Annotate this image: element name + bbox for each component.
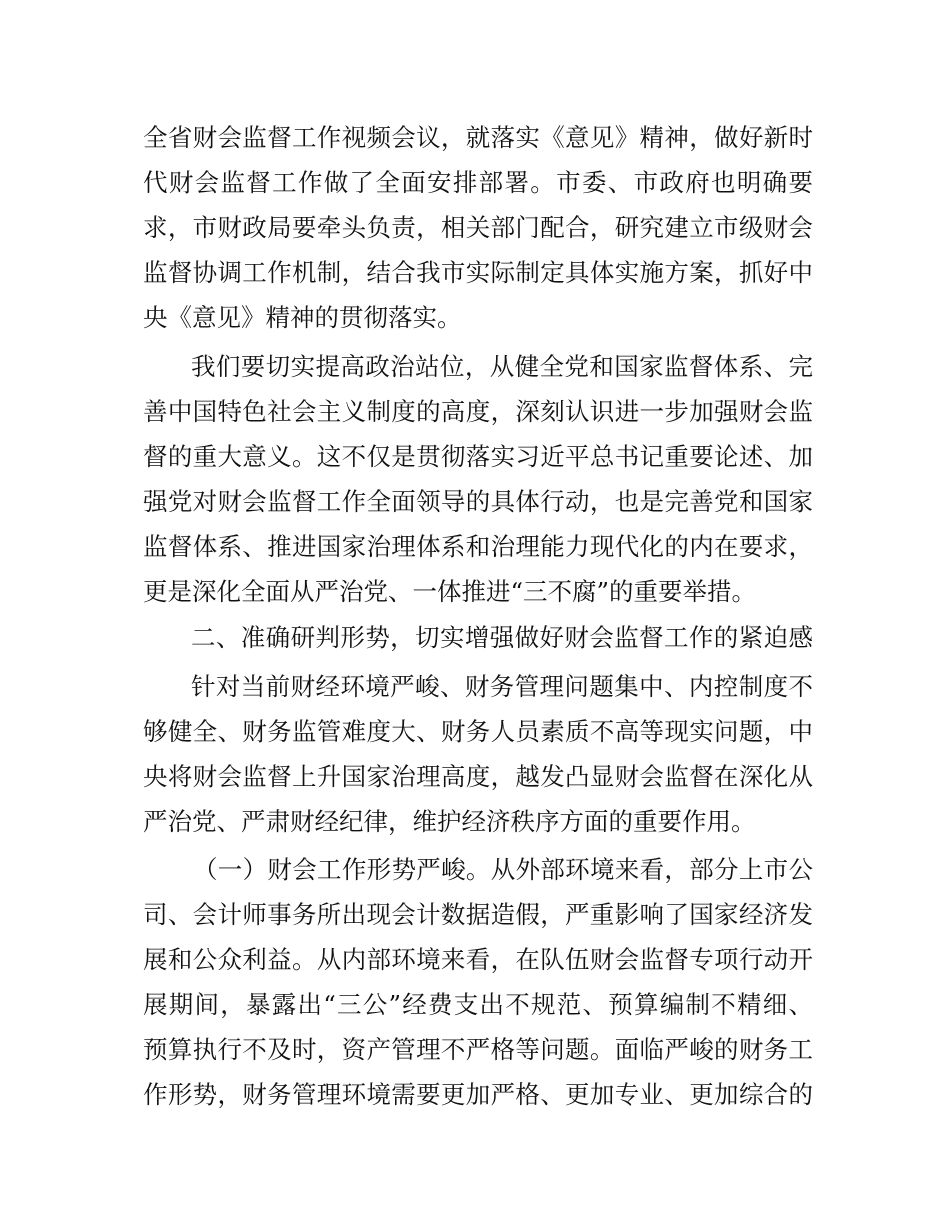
- text-line: 善中国特色社会主义制度的高度，深刻认识进一步加强财会监: [143, 397, 813, 426]
- text-line: 严治党、严肃财经纪律，维护经济秩序方面的重要作用。: [143, 807, 756, 836]
- text-line: 司、会计师事务所出现会计数据造假，严重影响了国家经济发: [143, 900, 813, 929]
- paragraph-first-line: 针对当前财经环境严峻、财务管理问题集中、内控制度不: [191, 672, 813, 701]
- text-line: 更是深化全面从严治党、一体推进“三不腐”的重要举措。: [143, 577, 757, 606]
- text-line: 督的重大意义。这不仅是贯彻落实习近平总书记重要论述、加: [143, 442, 813, 471]
- paragraph-first-line: （一）财会工作形势严峻。从外部环境来看，部分上市公: [193, 855, 813, 884]
- text-line: 展期间，暴露出“三公”经费支出不规范、预算编制不精细、: [143, 990, 813, 1019]
- text-line: 展和公众利益。从内部环境来看，在队伍财会监督专项行动开: [143, 945, 813, 974]
- text-line: 监督体系、推进国家治理体系和治理能力现代化的内在要求，: [143, 532, 813, 561]
- text-line: 央将财会监督上升国家治理高度，越发凸显财会监督在深化从: [143, 762, 813, 791]
- text-line: 全省财会监督工作视频会议，就落实《意见》精神，做好新时: [143, 123, 813, 152]
- text-line: 央《意见》精神的贯彻落实。: [143, 303, 462, 332]
- section-heading: 二、准确研判形势，切实增强做好财会监督工作的紧迫感: [191, 623, 813, 652]
- text-line: 作形势，财务管理环境需要更加严格、更加专业、更加综合的: [143, 1080, 813, 1109]
- text-line: 求，市财政局要牵头负责，相关部门配合，研究建立市级财会: [143, 213, 813, 242]
- paragraph-first-line: 我们要切实提高政治站位，从健全党和国家监督体系、完: [191, 352, 813, 381]
- text-line: 代财会监督工作做了全面安排部署。市委、市政府也明确要: [143, 168, 813, 197]
- text-line: 监督协调工作机制，结合我市实际制定具体实施方案，抓好中: [143, 258, 813, 287]
- text-line: 强党对财会监督工作全面领导的具体行动，也是完善党和国家: [143, 487, 813, 516]
- text-line: 预算执行不及时，资产管理不严格等问题。面临严峻的财务工: [143, 1035, 813, 1064]
- text-line: 够健全、财务监管难度大、财务人员素质不高等现实问题，中: [143, 717, 813, 746]
